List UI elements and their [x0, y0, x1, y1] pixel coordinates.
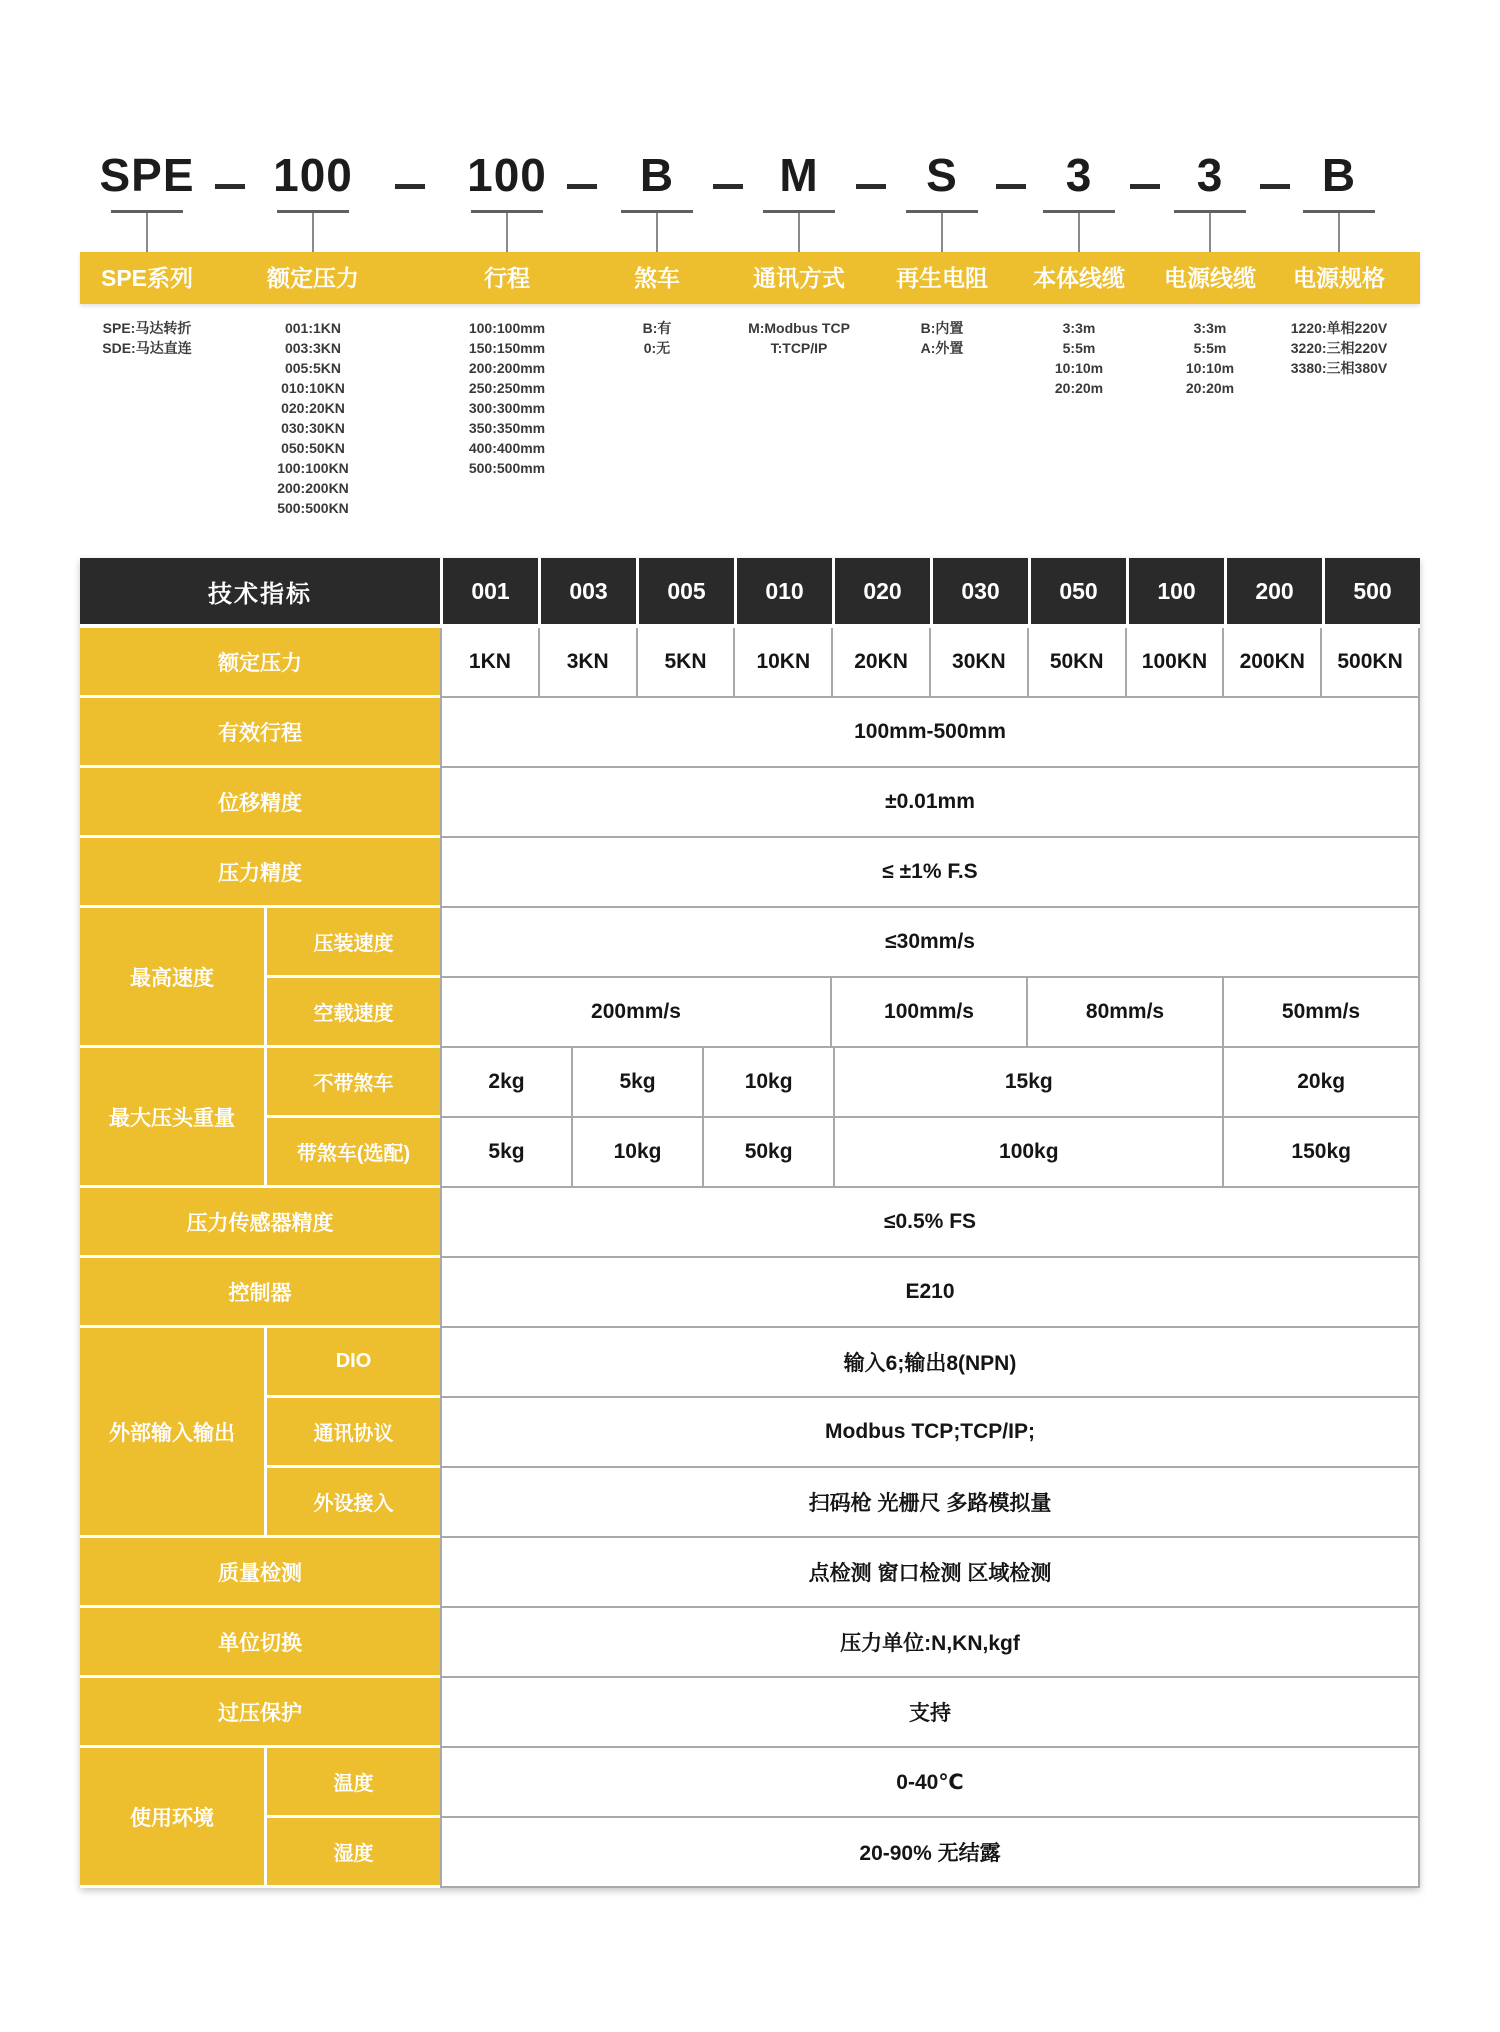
option-item: M:Modbus TCP — [748, 320, 850, 336]
code-separator-dash — [996, 184, 1026, 189]
spec-row-values — [440, 1328, 1420, 1398]
spec-value-cell: 80mm/s — [1026, 978, 1222, 1046]
spec-value-cell: 100mm/s — [830, 978, 1026, 1046]
spec-column-header: 500 — [1325, 558, 1420, 624]
segment-header-label: 本体线缆 — [1033, 265, 1125, 291]
spec-column-header: 030 — [933, 558, 1028, 624]
spec-row-label: 额定压力 — [80, 628, 440, 698]
segment-header-label: SPE系列 — [100, 265, 194, 291]
spec-group-label: 最大压头重量 — [80, 1048, 267, 1188]
spec-value-cell: ≤0.5% FS — [883, 1210, 977, 1233]
spec-row-label: 有效行程 — [80, 698, 440, 768]
spec-row-label: 温度 — [267, 1748, 440, 1818]
spec-value-cell: ±0.01mm — [885, 790, 975, 813]
segment-header-label: 通讯方式 — [753, 265, 845, 291]
spec-value-cell: 100KN — [1125, 628, 1223, 696]
spec-table-header-row — [80, 558, 1420, 624]
spec-value-cell: ≤ ±1% F.S — [882, 860, 978, 883]
code-separator-dash — [856, 184, 886, 189]
option-item: 10:10m — [1054, 360, 1104, 376]
option-item: 400:400mm — [468, 440, 546, 456]
spec-group-label: 最高速度 — [80, 908, 267, 1048]
spec-value-cell: 15kg — [833, 1048, 1222, 1116]
spec-value-cell: Modbus TCP;TCP/IP; — [825, 1420, 1035, 1443]
spec-row-label: 控制器 — [80, 1258, 440, 1328]
segment-option-list — [643, 318, 672, 358]
spec-column-header: 001 — [443, 558, 538, 624]
spec-value-cell: 30KN — [929, 628, 1027, 696]
segment-option-list — [277, 318, 349, 518]
spec-column-header: 003 — [541, 558, 636, 624]
code-separator-dash — [395, 184, 425, 189]
spec-table — [80, 558, 1420, 1888]
spec-row-values — [440, 908, 1420, 978]
code-connector-line — [312, 213, 314, 252]
spec-row-values — [440, 698, 1420, 768]
code-connector-line — [506, 213, 508, 252]
spec-table-body — [80, 628, 1420, 1888]
segment-header-label: 煞车 — [634, 265, 680, 291]
option-item: T:TCP/IP — [770, 340, 828, 356]
code-connector-line — [1338, 213, 1340, 252]
spec-value-cell: ≤30mm/s — [885, 930, 975, 953]
spec-row-values — [440, 1048, 1420, 1118]
code-connector-line — [656, 213, 658, 252]
spec-row-label: 压装速度 — [267, 908, 440, 978]
spec-row-label: 带煞车(选配) — [267, 1118, 440, 1188]
spec-row-label: 湿度 — [267, 1818, 440, 1888]
option-item: 20:20m — [1185, 380, 1235, 396]
code-connector-line — [1078, 213, 1080, 252]
option-item: SPE:马达转折 — [102, 320, 192, 336]
option-item: 005:5KN — [284, 360, 342, 376]
option-item: 200:200KN — [277, 480, 349, 496]
spec-row-label: 通讯协议 — [267, 1398, 440, 1468]
spec-value-cell: 0-40℃ — [896, 1770, 964, 1794]
spec-column-header: 200 — [1227, 558, 1322, 624]
spec-row-label: 压力传感器精度 — [80, 1188, 440, 1258]
spec-row-values — [440, 1188, 1420, 1258]
spec-value-cell: 20KN — [831, 628, 929, 696]
spec-row-values — [440, 1818, 1420, 1888]
option-item: SDE:马达直连 — [102, 340, 192, 356]
option-item: 3:3m — [1193, 320, 1227, 336]
option-item: 001:1KN — [284, 320, 342, 336]
spec-value-cell: 100kg — [833, 1118, 1222, 1186]
spec-value-cell: 10kg — [571, 1118, 702, 1186]
spec-row-label: 质量检测 — [80, 1538, 440, 1608]
model-code-segment: 100 — [467, 149, 547, 201]
spec-group-label: 外部输入输出 — [80, 1328, 267, 1538]
spec-value-cell: 压力单位:N,KN,kgf — [840, 1632, 1020, 1655]
option-item: 10:10m — [1185, 360, 1235, 376]
model-code-header-band — [80, 252, 1420, 304]
option-item: 5:5m — [1062, 340, 1096, 356]
option-item: 3:3m — [1062, 320, 1096, 336]
spec-value-cell: 50mm/s — [1222, 978, 1418, 1046]
spec-value-cell: 5kg — [571, 1048, 702, 1116]
spec-value-cell: 20-90% 无结露 — [859, 1842, 1001, 1865]
option-item: A:外置 — [920, 340, 964, 356]
model-code-segment: B — [1321, 149, 1357, 201]
spec-row-label: 过压保护 — [80, 1678, 440, 1748]
segment-option-list — [469, 318, 545, 478]
model-code-segment: M — [779, 149, 819, 201]
code-connector-line — [146, 213, 148, 252]
spec-value-cell: 100mm-500mm — [854, 720, 1006, 743]
spec-row-label: 位移精度 — [80, 768, 440, 838]
option-item: 3380:三相380V — [1290, 360, 1388, 376]
code-connector-line — [798, 213, 800, 252]
option-item: 5:5m — [1193, 340, 1227, 356]
spec-value-cell: E210 — [905, 1280, 955, 1303]
option-item: 0:无 — [643, 340, 671, 356]
code-separator-dash — [215, 184, 245, 189]
spec-row-values — [440, 768, 1420, 838]
spec-row-values — [440, 1118, 1420, 1188]
spec-value-cell: 输入6;输出8(NPN) — [843, 1352, 1017, 1375]
model-code-segment: S — [926, 149, 958, 201]
option-item: 20:20m — [1054, 380, 1104, 396]
spec-row-values — [440, 1398, 1420, 1468]
model-code-segment: 3 — [1196, 149, 1224, 201]
spec-row-label: 不带煞车 — [267, 1048, 440, 1118]
option-item: 1220:单相220V — [1290, 320, 1388, 336]
spec-value-cell: 200mm/s — [591, 1000, 681, 1023]
option-item: B:有 — [642, 320, 672, 336]
spec-group-label: 使用环境 — [80, 1748, 267, 1888]
segment-header-label: 行程 — [484, 265, 530, 291]
option-item: 350:350mm — [468, 420, 546, 436]
spec-row-values — [440, 978, 1420, 1048]
spec-value-cell: 点检测 窗口检测 区域检测 — [808, 1562, 1052, 1585]
spec-column-header: 050 — [1031, 558, 1126, 624]
spec-value-cell: 5KN — [636, 628, 734, 696]
model-code-segment: 3 — [1065, 149, 1093, 201]
code-connector-line — [941, 213, 943, 252]
spec-row-values — [440, 1538, 1420, 1608]
model-code-segment: 100 — [273, 149, 353, 201]
option-item: 500:500mm — [468, 460, 546, 476]
model-code-segment: SPE — [99, 149, 195, 201]
spec-column-header: 100 — [1129, 558, 1224, 624]
spec-value-cell: 20kg — [1222, 1048, 1418, 1116]
option-item: 150:150mm — [468, 340, 546, 356]
segment-header-label: 再生电阻 — [896, 265, 988, 291]
spec-row-label: 空载速度 — [267, 978, 440, 1048]
spec-row-label: 外设接入 — [267, 1468, 440, 1538]
spec-row-label: 单位切换 — [80, 1608, 440, 1678]
spec-value-cell: 200KN — [1222, 628, 1320, 696]
spec-value-cell: 5kg — [488, 1140, 525, 1163]
option-item: 003:3KN — [284, 340, 342, 356]
segment-option-list — [1055, 318, 1103, 398]
segment-header-label: 额定压力 — [267, 265, 359, 291]
option-item: 3220:三相220V — [1290, 340, 1388, 356]
spec-value-cell: 扫码枪 光栅尺 多路模拟量 — [808, 1492, 1052, 1515]
spec-value-cell: 10KN — [733, 628, 831, 696]
spec-value-cell: 500KN — [1320, 628, 1418, 696]
spec-row-values — [440, 1748, 1420, 1818]
segment-option-list — [102, 318, 191, 358]
option-item: 030:30KN — [281, 420, 345, 436]
option-item: 300:300mm — [468, 400, 546, 416]
code-separator-dash — [1130, 184, 1160, 189]
option-item: 500:500KN — [277, 500, 349, 516]
segment-option-list — [921, 318, 964, 358]
option-item: B:内置 — [920, 320, 964, 336]
segment-header-label: 电源规格 — [1293, 265, 1385, 291]
code-connector-line — [1209, 213, 1211, 252]
segment-option-list — [1186, 318, 1234, 398]
option-item: 200:200mm — [468, 360, 546, 376]
segment-option-list — [748, 318, 850, 358]
spec-row-label: 压力精度 — [80, 838, 440, 908]
spec-value-cell: 10kg — [702, 1048, 833, 1116]
spec-row-values — [440, 1258, 1420, 1328]
spec-table-title: 技术指标 — [80, 558, 440, 624]
spec-row-values — [440, 1678, 1420, 1748]
spec-column-header: 005 — [639, 558, 734, 624]
option-item: 250:250mm — [468, 380, 546, 396]
spec-column-header: 020 — [835, 558, 930, 624]
segment-header-label: 电源线缆 — [1164, 265, 1256, 291]
spec-row-values — [440, 628, 1420, 698]
spec-row-values — [440, 838, 1420, 908]
option-item: 100:100mm — [468, 320, 546, 336]
spec-value-cell: 2kg — [488, 1070, 525, 1093]
code-separator-dash — [713, 184, 743, 189]
spec-row-values — [440, 1468, 1420, 1538]
segment-option-list — [1291, 318, 1388, 378]
spec-row-label: DIO — [267, 1328, 440, 1398]
code-separator-dash — [1260, 184, 1290, 189]
spec-value-cell: 150kg — [1222, 1118, 1418, 1186]
spec-value-cell: 50kg — [702, 1118, 833, 1186]
model-code-segment: B — [639, 149, 675, 201]
code-separator-dash — [567, 184, 597, 189]
option-item: 050:50KN — [281, 440, 345, 456]
spec-value-cell: 3KN — [538, 628, 636, 696]
spec-value-cell: 1KN — [468, 650, 511, 673]
spec-value-cell: 支持 — [909, 1702, 951, 1725]
spec-row-values — [440, 1608, 1420, 1678]
spec-column-header: 010 — [737, 558, 832, 624]
option-item: 010:10KN — [281, 380, 345, 396]
option-item: 020:20KN — [281, 400, 345, 416]
spec-value-cell: 50KN — [1027, 628, 1125, 696]
option-item: 100:100KN — [277, 460, 349, 476]
